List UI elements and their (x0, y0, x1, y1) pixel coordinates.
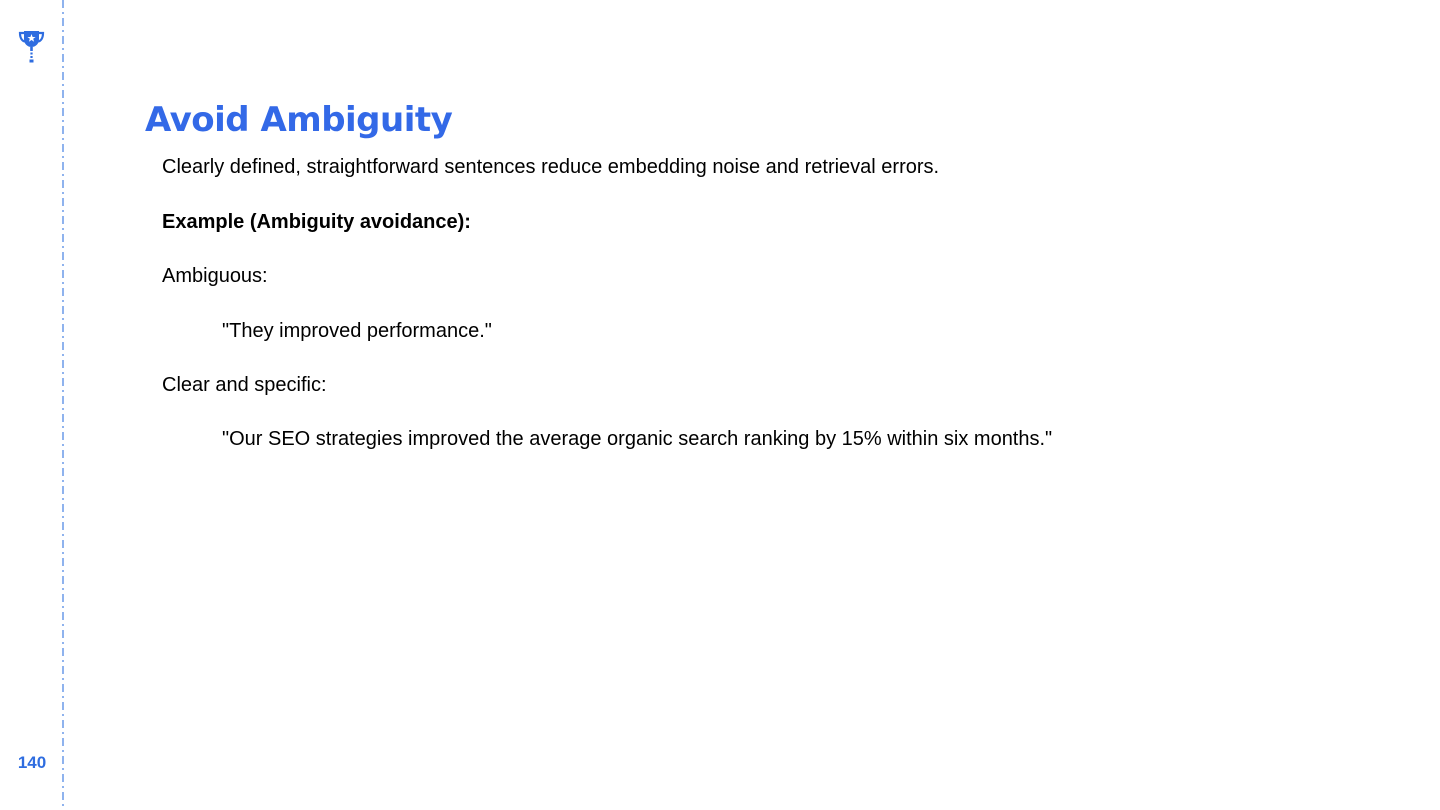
ambiguous-label: Ambiguous: (162, 265, 268, 287)
left-rail (0, 0, 64, 810)
slide-title: Avoid Ambiguity (145, 100, 453, 140)
rail-divider (62, 0, 64, 810)
trophy-icon (18, 29, 45, 64)
clear-quote: "Our SEO strategies improved the average organic search ranking by 15% within six months." (222, 428, 1053, 450)
clear-label: Clear and specific: (162, 374, 327, 396)
slide-content (145, 98, 1345, 142)
page-number: 140 (17, 753, 47, 772)
ambiguous-quote: "They improved performance." (222, 320, 492, 342)
intro-text: Clearly defined, straightforward sentences reduce embedding noise and retrieval errors. (162, 156, 940, 178)
example-heading: Example (Ambiguity avoidance): (162, 211, 471, 233)
